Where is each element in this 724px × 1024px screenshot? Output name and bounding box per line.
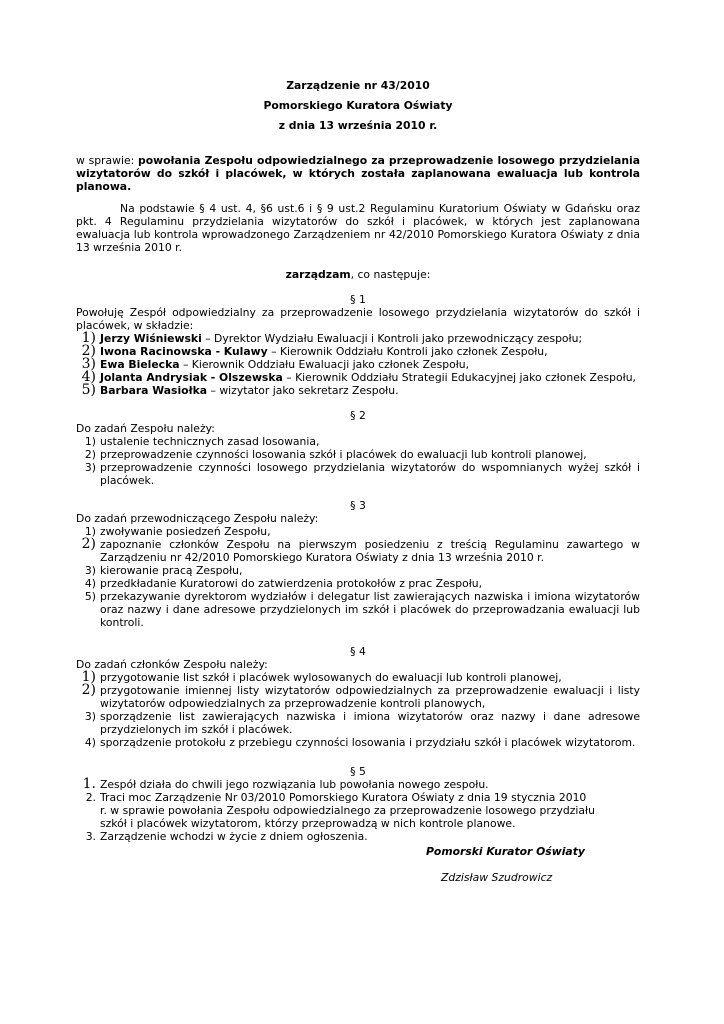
- item-number: 3): [84, 710, 96, 723]
- item-text: przeprowadzenie czynności losowego przydzielania wizytatorów do wspomnianych wyżej szkół i placówek.: [100, 461, 640, 487]
- section-3-intro: Do zadań przewodniczącego Zespołu należy:: [76, 512, 319, 525]
- member-role: – wizytator jako sekretarz Zespołu.: [207, 384, 399, 397]
- signature-name: Zdzisław Szudrowicz: [441, 871, 553, 884]
- doc-title-authority: Pomorskiego Kuratora Oświaty: [263, 99, 453, 112]
- member-role: – Dyrektor Wydziału Ewaluacji i Kontroli jako przewodniczący zespołu;: [201, 332, 583, 345]
- section-5-list: [76, 778, 596, 843]
- item-number: 3): [81, 356, 96, 372]
- section-4-list: [76, 671, 640, 749]
- item-text: Zarządzenie wchodzi w życie z dniem ogłoszenia.: [100, 830, 368, 843]
- section-4-intro: Do zadań członków Zespołu należy:: [76, 658, 268, 671]
- item-text: ustalenie technicznych zasad losowania,: [100, 435, 320, 448]
- member-name: Barbara Wasiołka: [100, 384, 208, 397]
- item-number: 2): [81, 343, 96, 359]
- list-item: [76, 684, 640, 710]
- item-number: 3): [84, 564, 96, 577]
- list-item: [76, 736, 640, 749]
- doc-title-date: z dnia 13 września 2010 r.: [278, 119, 438, 132]
- section-4-mark: § 4: [350, 645, 366, 658]
- item-number: 1.: [82, 776, 96, 792]
- item-number: 2): [81, 682, 96, 698]
- list-item: [76, 384, 640, 397]
- item-text: sporządzenie protokołu z przebiegu czynności losowania i przydziału szkół i placówek wizytatorom.: [100, 736, 636, 749]
- item-text: kierowanie pracą Zespołu,: [100, 564, 243, 577]
- list-item: [76, 525, 640, 538]
- list-item: [76, 791, 596, 830]
- section-1-list: [76, 332, 640, 397]
- member-role: – Kierownik Oddziału Strategii Edukacyjnej jako członek Zespołu,: [282, 371, 636, 384]
- subject-paragraph: [76, 154, 640, 193]
- list-item: [76, 345, 640, 358]
- member-role: – Kierownik Oddziału Kontroli jako członek Zespołu,: [267, 345, 548, 358]
- item-text: przeprowadzenie czynności losowania szkół i placówek do ewaluacji lub kontroli planowej,: [100, 448, 587, 461]
- item-text: przekazywanie dyrektorom wydziałów i delegatur list zawierających nazwiska i imiona wizytatorów oraz nazwy i dane adresowe przydzielonych im szkół i placówek do przeprowadzania ewaluacji lub kontroli.: [100, 590, 640, 629]
- list-item: [76, 577, 640, 590]
- list-item: [76, 538, 640, 564]
- document-page: [76, 76, 640, 884]
- item-number: 2): [84, 448, 96, 461]
- item-text: przedkładanie Kuratorowi do zatwierdzenia protokołów z prac Zespołu,: [100, 577, 483, 590]
- item-text: przygotowanie imiennej listy wizytatorów odpowiedzialnych za przeprowadzenie ewaluacji i listy wizytatorów odpowiedzialnych za przeprowadzenie kontroli planowych,: [100, 684, 640, 710]
- member-name: Ewa Bielecka: [100, 358, 180, 371]
- item-text: Traci moc Zarządzenie Nr 03/2010 Pomorskiego Kuratora Oświaty z dnia 19 stycznia 2010 r. w sprawie powołania Zespołu odpowiedzialnego za przeprowadzenie losowego przydziału szkół i placówek wizytatorom, którzy przeprowadzą w nich kontrole planowe.: [100, 791, 595, 830]
- subject-prefix: w sprawie:: [76, 154, 138, 167]
- member-name: Iwona Racinowska - Kulawy: [100, 345, 268, 358]
- list-item: [76, 590, 640, 629]
- section-2-list: [76, 435, 640, 487]
- list-item: [76, 778, 596, 791]
- list-item: [76, 448, 640, 461]
- section-1-mark: § 1: [350, 293, 366, 306]
- decree-bold: zarządzam: [285, 268, 351, 281]
- item-number: 2.: [85, 791, 96, 804]
- item-number: 4): [84, 736, 96, 749]
- signature-office: Pomorski Kurator Oświaty: [426, 845, 585, 858]
- list-item: [76, 671, 640, 684]
- list-item: [76, 371, 640, 384]
- item-text: zwoływanie posiedzeń Zespołu,: [100, 525, 271, 538]
- item-number: 4): [81, 369, 96, 385]
- list-item: [76, 564, 640, 577]
- item-number: 1): [84, 435, 96, 448]
- item-number: 1): [84, 525, 96, 538]
- decree-line: [76, 268, 640, 281]
- section-3-list: [76, 525, 640, 629]
- decree-rest: , co następuje:: [350, 268, 431, 281]
- legal-basis: Na podstawie § 4 ust. 4, §6 ust.6 i § 9 ust.2 Regulaminu Kuratorium Oświaty w Gdańsku oraz pkt. 4 Regulaminu przydzielania wizytatorów do szkół i placówek, w których jest zaplanowana ewaluacja lub kontrola wprowadzonego Zarządzeniem nr 42/2010 Pomorskiego Kuratora Oświaty z dnia 13 września 2010 r.: [76, 202, 640, 254]
- item-number: 5): [84, 590, 96, 603]
- member-role: – Kierownik Oddziału Ewaluacji jako członek Zespołu,: [179, 358, 470, 371]
- item-number: 1): [81, 330, 96, 346]
- item-text: zapoznanie członków Zespołu na pierwszym posiedzeniu z treścią Regulaminu zawartego w Zarządzeniu nr 42/2010 Pomorskiego Kuratora Oświaty z dnia 13 września 2010 r.: [100, 538, 640, 564]
- list-item: [76, 332, 640, 345]
- item-text: przygotowanie list szkół i placówek wylosowanych do ewaluacji lub kontroli planowej,: [100, 671, 562, 684]
- item-text: sporządzenie list zawierających nazwiska i imiona wizytatorów oraz nazwy i dane adresowe przydzielonych im szkół i placówek.: [100, 710, 640, 736]
- item-text: Zespół działa do chwili jego rozwiązania lub powołania nowego zespołu.: [100, 778, 489, 791]
- section-1-intro: Powołuję Zespół odpowiedzialny za przeprowadzenie losowego przydzielania wizytatorów do szkół i placówek, w składzie:: [76, 306, 640, 332]
- item-number: 4): [84, 577, 96, 590]
- item-number: 5): [81, 382, 96, 398]
- item-number: 2): [81, 536, 96, 552]
- section-2-mark: § 2: [350, 409, 366, 422]
- member-name: Jerzy Wiśniewski: [100, 332, 202, 345]
- section-5-mark: § 5: [350, 765, 366, 778]
- item-number: 3): [84, 461, 96, 474]
- item-number: 1): [81, 669, 96, 685]
- list-item: [76, 435, 640, 448]
- doc-title-number: Zarządzenie nr 43/2010: [286, 79, 430, 92]
- list-item: [76, 710, 640, 736]
- subject-text: powołania Zespołu odpowiedzialnego za przeprowadzenie losowego przydzielania wizytatorów do szkół i placówek, w których została zaplanowana ewaluacja lub kontrola planowa.: [76, 154, 640, 193]
- item-number: 3.: [85, 830, 96, 843]
- list-item: [76, 461, 640, 487]
- list-item: [76, 358, 640, 371]
- section-3-mark: § 3: [350, 499, 366, 512]
- section-2-intro: Do zadań Zespołu należy:: [76, 422, 215, 435]
- list-item: [76, 830, 596, 843]
- member-name: Jolanta Andrysiak - Olszewska: [100, 371, 283, 384]
